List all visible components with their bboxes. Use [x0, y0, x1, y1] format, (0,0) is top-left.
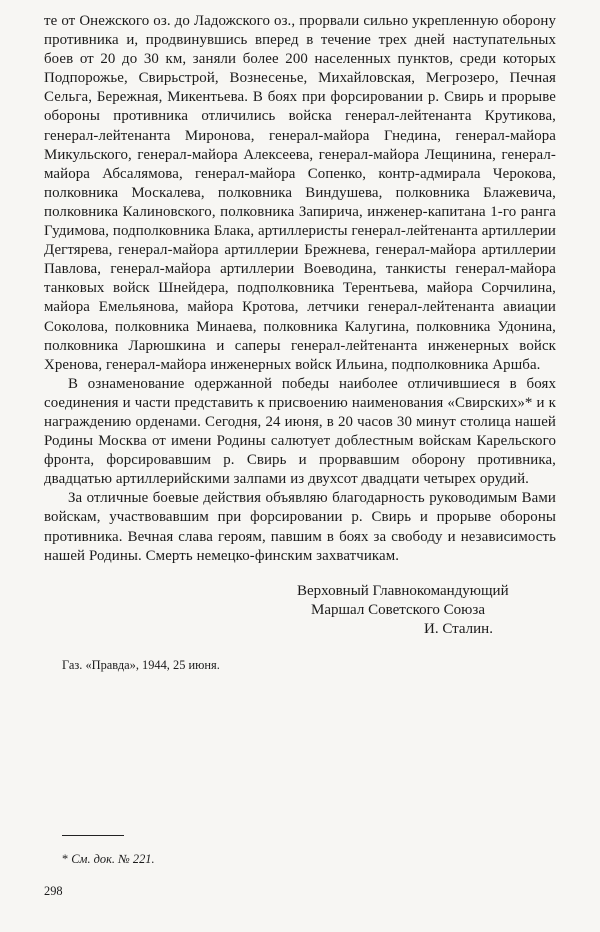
footnote	[62, 851, 155, 867]
document-page	[44, 12, 556, 673]
paragraph-3: За отличные боевые действия объявляю благодарность руководимым Вами войскам, участвовавшим при форсировании р. Свирь и прорыве обороны противника. Вечная слава героям, павшим в боях за свободу и независимость нашей Родины. Смерть немецко-финским захватчикам.	[44, 490, 556, 564]
footnote-text: См. док. № 221.	[71, 852, 155, 866]
paragraph-2: В ознаменование одержанной победы наиболее отличившиеся в боях соединения и части представить к присвоению наименования «Свирских»* и к награждению орденами. Сегодня, 24 июня, в 20 часов 30 минут столица нашей Родины Москва от имени Родины салютует доблестным войскам Карельского фронта, форсировавшим р. Свирь и прорвавшим оборону противника, двадцатью артиллерийскими залпами из двухсот двадцати четырех орудий.	[44, 375, 556, 488]
source-citation: Газ. «Правда», 1944, 25 июня.	[62, 658, 220, 673]
footnote-marker: *	[62, 852, 72, 866]
signature-title: Верховный Главнокомандующий	[297, 582, 509, 599]
signature-block	[44, 582, 556, 640]
signature-rank: Маршал Советского Союза	[311, 601, 485, 618]
page-number: 298	[44, 884, 63, 898]
paragraph-1: те от Онежского оз. до Ладожского оз., прорвали сильно укрепленную оборону противника и, продвинувшись вперед в течение трех дней наступательных боев от 20 до 30 км, заняли более 200 населенных пунктов, среди которых Подпорожье, Свирьстрой, Вознесенье, Михайловская, Мегрозеро, Печная Сельга, Бережная, Микентьева. В боях при форсировании р. Свирь и прорыве обороны противника отличились войска генерал-лейтенанта Крутикова, генерал-лейтенанта Миронова, генерал-майора Гнедина, генерал-майора Микульского, генерал-майора Алексеева, генерал-майора Лещинина, генерал-майора Абсалямова, генерал-майора Сопенко, контр-адмирала Черокова, полковника Москалева, полковника Виндушева, полковника Блажевича, полковника Калиновского, полковника Запирича, инженер-капитана 1-го ранга Гудимова, подполковника Блака, артиллеристы генерал-лейтенанта артиллерии Дегтярева, генерал-майора артиллерии Брежнева, генерал-майора артиллерии Павлова, генерал-майора артиллерии Воеводина, танкисты генерал-майора танковых войск Шнейдера, подполковника Терентьева, майора Сорчилина, майора Емельянова, майора Кротова, летчики генерал-лейтенанта авиации Соколова, полковника Минаева, полковника Калугина, полковника Удонина, полковника Ларюшкина и саперы генерал-лейтенанта инженерных войск Хренова, генерал-майора инженерных войск Ильина, подполковника Аршба.	[44, 13, 556, 373]
footnote-divider	[62, 835, 124, 836]
signature-name: И. Сталин.	[424, 621, 493, 638]
